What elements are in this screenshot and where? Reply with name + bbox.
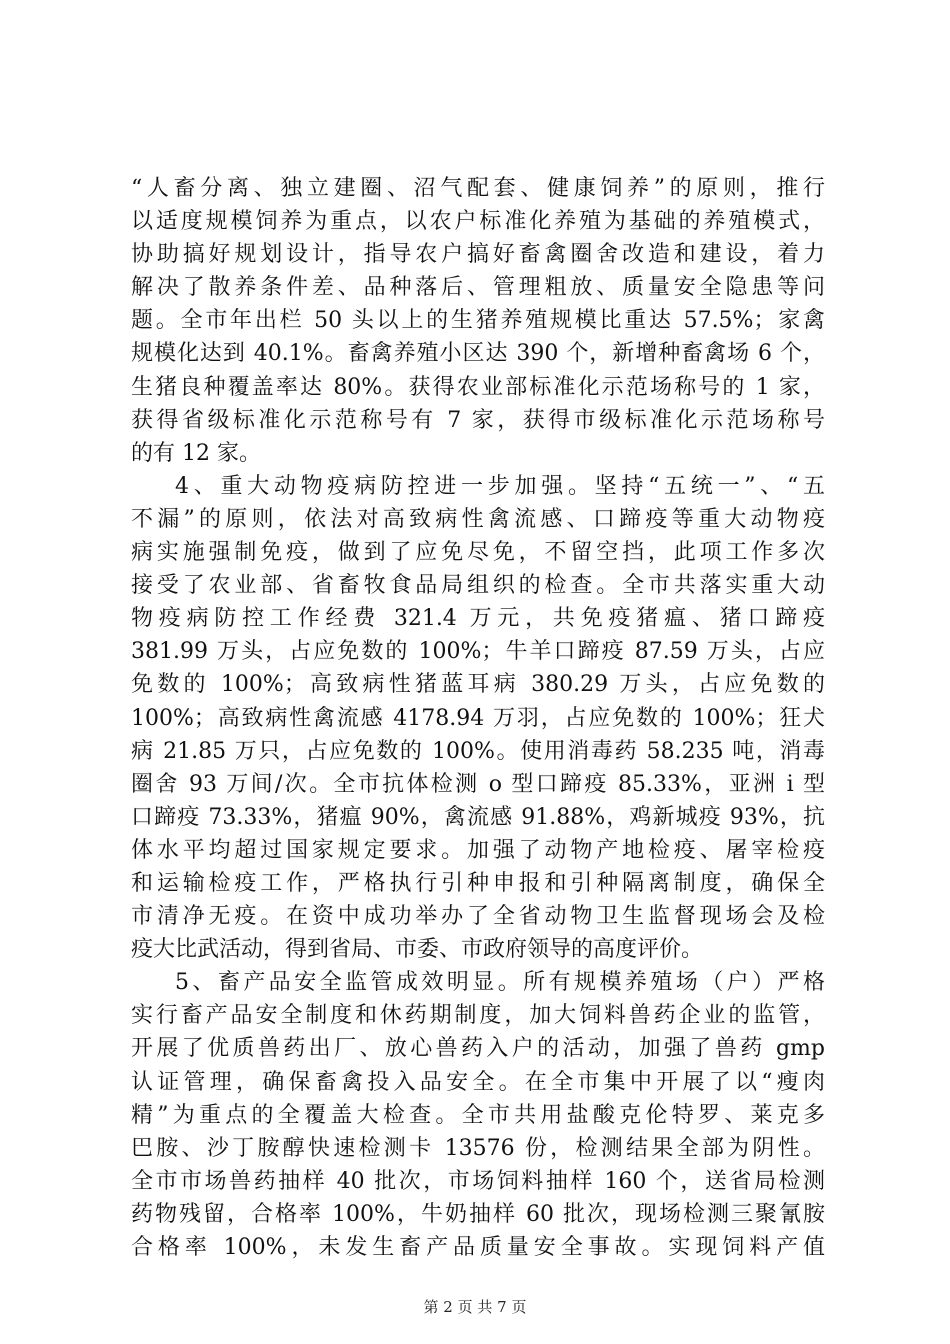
page-footer: 第 2 页 共 7 页 (423, 1298, 527, 1316)
text-line: 合格率 100%，未发生畜产品质量安全事故。实现饲料产值 (131, 1235, 825, 1260)
text-line: 圈舍 93 万间/次。全市抗体检测 o 型口蹄疫 85.33%，亚洲 i 型 (131, 771, 825, 797)
text-line: 疫大比武活动，得到省局、市委、市政府领导的高度评价。 (131, 937, 704, 963)
text-line: 口蹄疫 73.33%，猪瘟 90%，禽流感 91.88%，鸡新城疫 93%，抗 (131, 804, 825, 830)
text-line: 全市市场兽药抽样 40 批次，市场饲料抽样 160 个，送省局检测 (131, 1168, 825, 1194)
text-line: 病 21.85 万只，占应免数的 100%。使用消毒药 58.235 吨，消毒 (131, 738, 825, 764)
text-line: 市清净无疫。在资中成功举办了全省动物卫生监督现场会及检 (131, 904, 825, 930)
text-line: 解决了散养条件差、品种落后、管理粗放、质量安全隐患等问 (131, 275, 825, 301)
paragraph-start-line: 5、畜产品安全监管成效明显。所有规模养殖场（户）严格 (175, 970, 825, 996)
body-text (131, 172, 825, 1264)
text-line: 免数的 100%；高致病性猪蓝耳病 380.29 万头，占应免数的 (131, 672, 825, 698)
text-line: 以适度规模饲养为重点，以农户标准化养殖为基础的养殖模式， (131, 209, 825, 235)
text-line: 不漏”的原则，依法对高致病性禽流感、口蹄疫等重大动物疫 (131, 506, 825, 532)
text-line: 和运输检疫工作，严格执行引种申报和引种隔离制度，确保全 (131, 870, 825, 896)
paragraph-start-line: 4、重大动物疫病防控进一步加强。坚持“五统一”、“五 (175, 473, 825, 499)
text-line: 实行畜产品安全制度和休药期制度，加大饲料兽药企业的监管， (131, 1003, 825, 1029)
text-line: 规模化达到 40.1%。畜禽养殖小区达 390 个，新增种畜禽场 6 个， (131, 341, 825, 367)
text-line: 药物残留，合格率 100%，牛奶抽样 60 批次，现场检测三聚氰胺 (131, 1201, 825, 1227)
text-line: 100%；高致病性禽流感 4178.94 万羽，占应免数的 100%；狂犬 (131, 705, 825, 731)
text-line: 巴胺、沙丁胺醇快速检测卡 13576 份，检测结果全部为阴性。 (131, 1135, 825, 1161)
text-line: 接受了农业部、省畜牧食品局组织的检查。全市共落实重大动 (131, 573, 825, 599)
text-line: 精”为重点的全覆盖大检查。全市共用盐酸克伦特罗、莱克多 (131, 1102, 825, 1128)
text-line: 题。全市年出栏 50 头以上的生猪养殖规模比重达 57.5%；家禽 (131, 308, 825, 334)
text-line: 物疫病防控工作经费 321.4 万元，共免疫猪瘟、猪口蹄疫 (131, 606, 825, 632)
text-line: 认证管理，确保畜禽投入品安全。在全市集中开展了以“瘦肉 (131, 1069, 825, 1095)
text-line: 体水平均超过国家规定要求。加强了动物产地检疫、屠宰检疫 (131, 837, 825, 863)
text-line: 的有 12 家。 (131, 440, 261, 466)
text-line: 生猪良种覆盖率达 80%。获得农业部标准化示范场称号的 1 家， (131, 374, 825, 400)
text-line: 381.99 万头，占应免数的 100%；牛羊口蹄疫 87.59 万头，占应 (131, 639, 825, 665)
text-line: 获得省级标准化示范称号有 7 家，获得市级标准化示范场称号 (131, 407, 825, 433)
text-line: 病实施强制免疫，做到了应免尽免，不留空挡，此项工作多次 (131, 540, 825, 566)
text-line: “人畜分离、独立建圈、沼气配套、健康饲养”的原则，推行 (131, 176, 825, 201)
text-line: 开展了优质兽药出厂、放心兽药入户的活动，加强了兽药 gmp (131, 1036, 825, 1062)
text-line: 协助搞好规划设计，指导农户搞好畜禽圈舍改造和建设，着力 (131, 242, 825, 268)
